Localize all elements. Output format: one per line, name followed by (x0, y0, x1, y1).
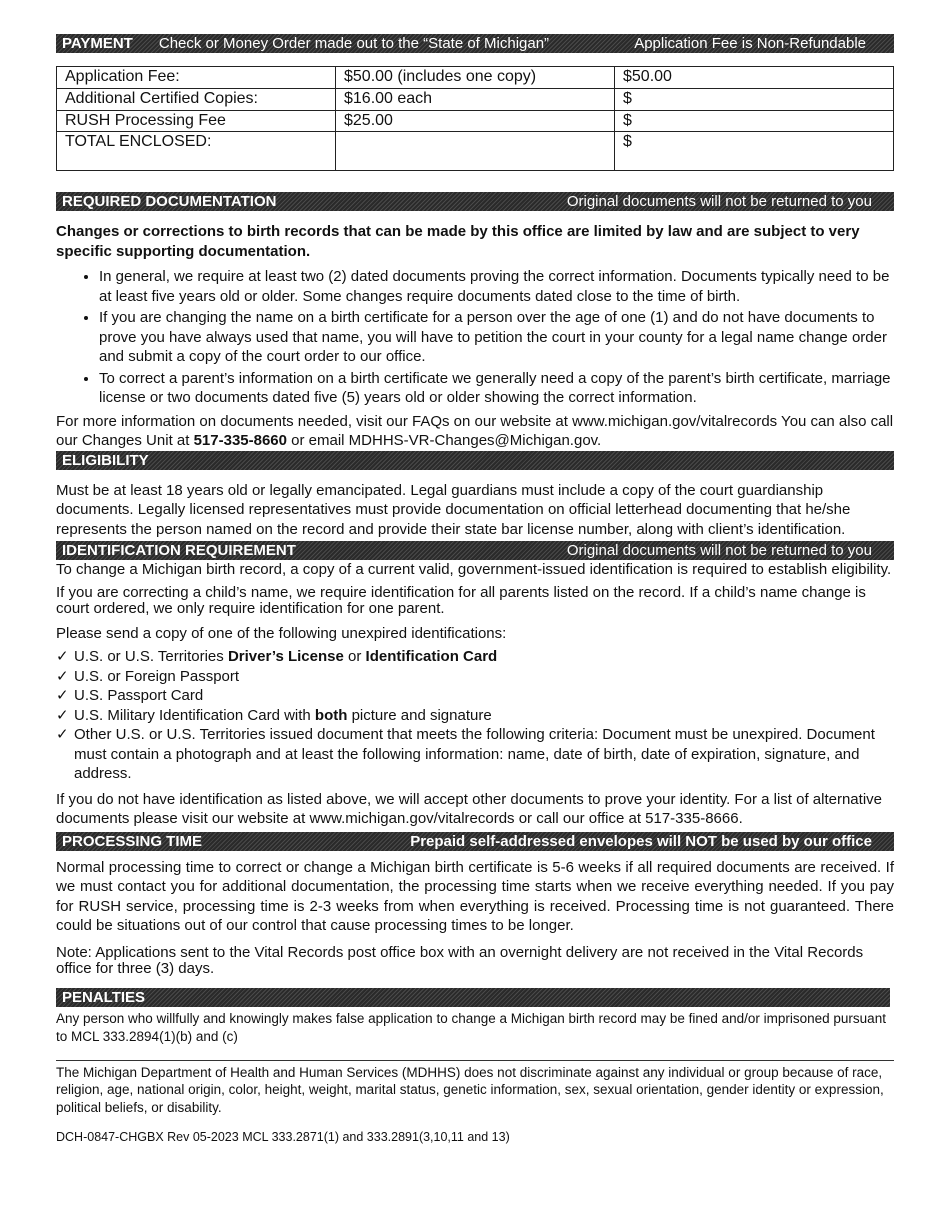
identification-p4: If you do not have identification as listed above, we will accept other documents to prove your identity. For a list of alternative documents please visit our website at www.michigan.gov/vitalrecords or call our office at 517-335-8666. (56, 790, 882, 828)
processing-header (56, 832, 894, 851)
check-icon: ✓ (56, 706, 69, 724)
id-item-text: U.S. Military Identification Card with (74, 706, 315, 724)
nondiscrimination-statement: The Michigan Department of Health and Human Services (MDHHS) does not discriminate against any individual or group because of race, religion, age, national origin, color, height, weight, marital status, genetic information, sex, sexual orientation, gender identity or expression, political beliefs, or disability. (56, 1064, 884, 1116)
list-item: • In general, we require at least two (2) dated documents proving the correct information. Documents typically need to be at least five years old or older. Some changes require documents dated close to the time of birth. (99, 267, 894, 306)
table-row (57, 88, 894, 110)
fee-label: RUSH Processing Fee (57, 110, 336, 132)
changes-unit-phone: 517-335-8660 (193, 432, 287, 450)
payment-payee-note: Check or Money Order made out to the “State of Michigan” (158, 35, 550, 52)
required-docs-note: Original documents will not be returned to you (566, 193, 872, 211)
check-icon: ✓ (56, 648, 69, 666)
total-amount-field[interactable]: $ (615, 132, 894, 171)
list-item: • To correct a parent’s information on a birth certificate we generally need a copy of the parent’s birth certificate, marriage license or two documents dated five (5) years old or older showing the correct information. (99, 369, 894, 408)
table-row (57, 110, 894, 132)
id-item-text: Other U.S. or U.S. Territories issued document that meets the following criteria: Document must be unexpired. Document must contain a photograph and at least the following information: name, date of birth, date of expiration, signature, and address. (74, 726, 875, 783)
id-item-text: or (343, 648, 366, 666)
identification-p2: If you are correcting a child’s name, we require identification for all parents listed on the record. If a child’s name change is court ordered, we only require identification for one parent. (56, 583, 866, 618)
fee-description: $25.00 (336, 110, 615, 132)
id-item-emphasis: Identification Card (365, 648, 498, 666)
list-item (56, 667, 894, 687)
id-item-text: U.S. or Foreign Passport (74, 667, 240, 685)
check-icon: ✓ (56, 687, 69, 705)
required-docs-header (56, 192, 894, 211)
eligibility-text: Must be at least 18 years old or legally emancipated. Legal guardians must include a copy of the court guardianship documents. Legally licensed representatives must provide documentation on official letterhead documenting that he/she represents the person named on the record and provide their state bar license number, along with client’s identification. (56, 481, 851, 538)
processing-title: PROCESSING TIME (62, 832, 203, 850)
processing-p2: Note: Applications sent to the Vital Records post office box with an overnight delivery are not received in the Vital Records office for three (3) days. (56, 943, 864, 978)
required-docs-list (56, 267, 894, 408)
penalties-title: PENALTIES (62, 988, 146, 1006)
identification-title: IDENTIFICATION REQUIREMENT (62, 542, 296, 560)
processing-p1: Normal processing time to correct or change a Michigan birth certificate is 5-6 weeks if all required documents are received. If we must contact you for additional documentation, the processing time starts when we receive everything needed. If you pay for RUSH service, processing time is 2-3 weeks from when everything is received. Processing time is not guaranteed. There could be situations out of our control that cause processing times to be longer. (56, 858, 894, 935)
list-item (56, 686, 894, 706)
fee-label: Additional Certified Copies: (57, 88, 336, 110)
id-item-emphasis: Driver’s License (227, 648, 344, 666)
identification-header (56, 541, 894, 560)
required-docs-intro: Changes or corrections to birth records that can be made by this office are limited by law and are subject to very specific supporting documentation. (56, 223, 860, 260)
penalties-text: Any person who willfully and knowingly makes false application to change a Michigan birth record may be fined and/or imprisoned pursuant to MCL 333.2894(1)(b) and (c) (56, 1010, 886, 1044)
footer-divider (56, 1060, 894, 1061)
fee-amount-field[interactable]: $ (615, 110, 894, 132)
payment-refund-note: Application Fee is Non-Refundable (634, 35, 866, 52)
more-info-lead: For more information on documents needed, visit our FAQs on our website at www.michigan.gov/vitalrecords You can also call our Changes Unit at (56, 412, 894, 450)
more-info-email: or email MDHHS-VR-Changes@Michigan.gov. (287, 432, 602, 450)
id-item-text: U.S. or U.S. Territories (74, 648, 228, 666)
fee-description (336, 132, 615, 171)
identification-note: Original documents will not be returned to you (566, 542, 872, 560)
id-item-text: U.S. Passport Card (74, 687, 204, 705)
identification-p1: To change a Michigan birth record, a copy of a current valid, government-issued identification is required to establish eligibility. (56, 561, 892, 579)
payment-header (56, 34, 894, 53)
fee-amount-field[interactable]: $ (615, 88, 894, 110)
eligibility-title: ELIGIBILITY (62, 451, 149, 469)
fee-table (56, 66, 894, 171)
form-page (56, 34, 894, 1145)
required-docs-title: REQUIRED DOCUMENTATION (62, 193, 277, 211)
penalties-header (56, 988, 890, 1007)
fee-description: $16.00 each (336, 88, 615, 110)
list-item (56, 706, 894, 726)
list-item (56, 647, 894, 667)
fee-label: Application Fee: (57, 67, 336, 89)
list-item: • If you are changing the name on a birth certificate for a person over the age of one (1) and do not have documents to prove you have always used that name, you will have to petition the court in your county for a legal name change order and submit a copy of the court order to our office. (99, 308, 894, 367)
processing-note: Prepaid self-addressed envelopes will NOT be used by our office (410, 832, 872, 850)
form-id: DCH-0847-CHGBX Rev 05-2023 MCL 333.2871(1) and 333.2891(3,10,11 and 13) (56, 1129, 510, 1144)
payment-title: PAYMENT (62, 35, 133, 52)
eligibility-header (56, 451, 894, 470)
table-row-total (57, 132, 894, 171)
id-item-emphasis: both (314, 706, 348, 724)
list-item (56, 725, 894, 784)
fee-label: TOTAL ENCLOSED: (57, 132, 336, 171)
id-checklist (56, 647, 894, 784)
id-item-text: picture and signature (347, 706, 492, 724)
more-info-text (56, 412, 894, 451)
check-icon: ✓ (56, 667, 69, 685)
identification-p3: Please send a copy of one of the following unexpired identifications: (56, 624, 507, 642)
fee-amount: $50.00 (615, 67, 894, 89)
fee-description: $50.00 (includes one copy) (336, 67, 615, 89)
check-icon: ✓ (56, 726, 69, 744)
table-row (57, 67, 894, 89)
